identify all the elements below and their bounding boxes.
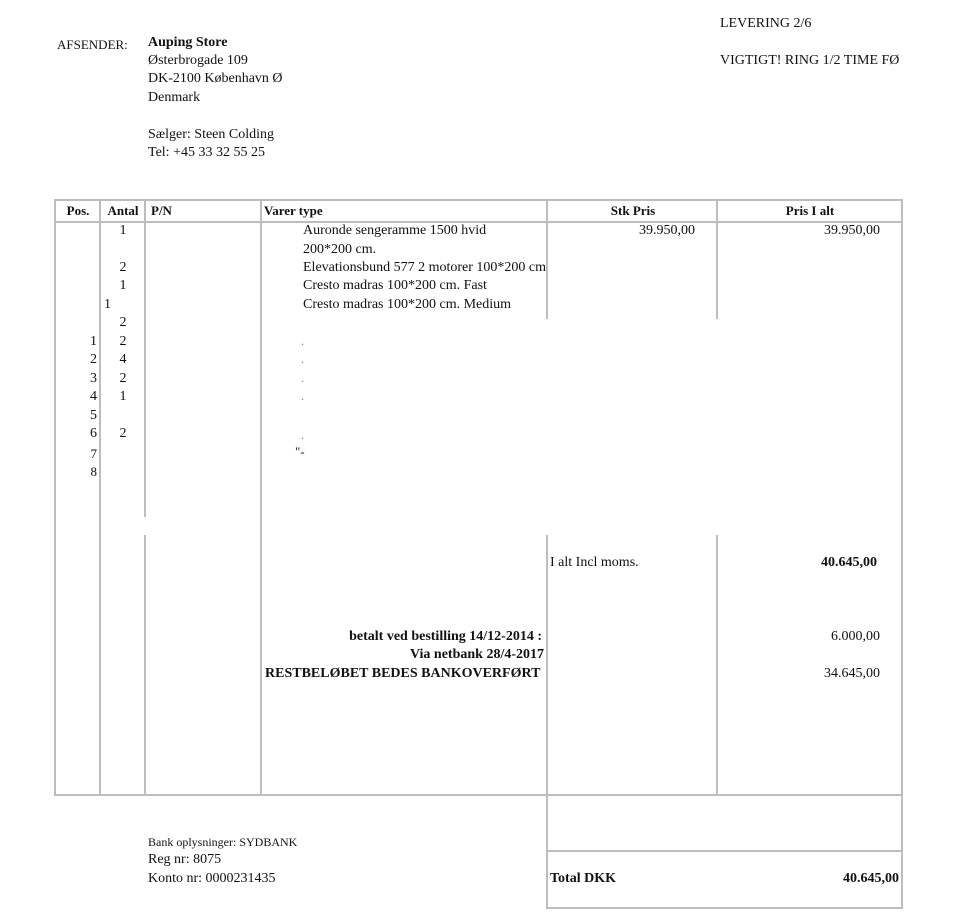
seller-phone: Tel: +45 33 32 55 25 bbox=[148, 145, 265, 160]
antal-value: 4 bbox=[119, 352, 127, 367]
col-divider-pn bbox=[260, 199, 262, 796]
header-pris-i-alt: Pris I alt bbox=[785, 203, 835, 218]
faint-mark: . bbox=[301, 371, 304, 385]
item-description: Auronde sengeramme 1500 hvid bbox=[303, 223, 487, 238]
total-value: 40.645,00 bbox=[843, 871, 899, 886]
faint-mark: . bbox=[301, 334, 304, 348]
rest-label: RESTBELØBET BEDES BANKOVERFØRT bbox=[265, 666, 541, 681]
item-antal: 1 bbox=[119, 278, 127, 293]
incl-moms-value: 40.645,00 bbox=[821, 555, 877, 570]
header-stk-pris: Stk Pris bbox=[610, 203, 656, 218]
antal-value: 2 bbox=[119, 371, 127, 386]
pos-number: 3 bbox=[90, 371, 97, 386]
pos-number: 4 bbox=[90, 389, 97, 404]
incl-moms-label: I alt Incl moms. bbox=[550, 555, 639, 570]
bank-info: Bank oplysninger: SYDBANK bbox=[148, 835, 298, 849]
table-right-border bbox=[901, 199, 903, 909]
item-description: Elevationsbund 577 2 motorer 100*200 cm bbox=[303, 260, 547, 275]
item-antal: 1 bbox=[119, 223, 127, 238]
antal-value: 2 bbox=[119, 426, 127, 441]
sender-city: DK-2100 København Ø bbox=[148, 71, 283, 86]
important-note: VIGTIGT! RING 1/2 TIME FØ bbox=[720, 53, 900, 68]
item-pris-i-alt: 39.950,00 bbox=[824, 223, 880, 238]
sender-name: Auping Store bbox=[148, 35, 228, 50]
faint-mark: . bbox=[301, 428, 304, 442]
faint-mark: "- bbox=[295, 444, 305, 459]
item-antal: 2 bbox=[119, 260, 127, 275]
total-bottom-border bbox=[547, 907, 903, 909]
pos-number: 1 bbox=[90, 334, 97, 349]
item-description: 200*200 cm. bbox=[303, 242, 377, 257]
col-divider-varer-lower bbox=[546, 535, 548, 909]
faint-mark: . bbox=[301, 352, 304, 366]
item-description: Cresto madras 100*200 cm. Medium bbox=[303, 297, 512, 312]
netbank-label: Via netbank 28/4-2017 bbox=[409, 647, 544, 662]
header-varer: Varer type bbox=[264, 203, 323, 218]
bank-account: Konto nr: 0000231435 bbox=[148, 871, 276, 886]
paid-label: betalt ved bestilling 14/12-2014 : bbox=[349, 629, 542, 644]
table-bottom-border bbox=[54, 794, 903, 796]
item-description: Cresto madras 100*200 cm. Fast bbox=[303, 278, 487, 293]
sender-label: AFSENDER: bbox=[57, 37, 128, 52]
delivery-label: LEVERING 2/6 bbox=[720, 16, 812, 31]
sender-street: Østerbrogade 109 bbox=[148, 53, 248, 68]
bank-reg: Reg nr: 8075 bbox=[148, 852, 222, 867]
col-divider-antal-lower bbox=[144, 535, 146, 796]
pos-number: 5 bbox=[90, 408, 97, 423]
rest-value: 34.645,00 bbox=[824, 666, 880, 681]
table-top-border bbox=[54, 199, 903, 201]
item-antal: 1 bbox=[104, 297, 111, 312]
table-left-border bbox=[54, 199, 56, 796]
header-antal: Antal bbox=[107, 203, 139, 218]
pos-number: 2 bbox=[90, 352, 97, 367]
pos-number: 6 bbox=[90, 426, 97, 441]
total-top-border bbox=[547, 850, 903, 852]
total-label: Total DKK bbox=[550, 871, 616, 886]
item-stk-pris: 39.950,00 bbox=[639, 223, 695, 238]
seller-name: Sælger: Steen Colding bbox=[148, 127, 274, 142]
antal-value: 2 bbox=[119, 334, 127, 349]
faint-mark: . bbox=[301, 389, 304, 403]
header-pos: Pos. bbox=[66, 203, 90, 218]
antal-value: 1 bbox=[119, 389, 127, 404]
pos-number: 7 bbox=[90, 446, 97, 461]
sender-country: Denmark bbox=[148, 90, 201, 105]
header-pn: P/N bbox=[151, 203, 172, 218]
antal-value: 2 bbox=[119, 315, 127, 330]
paid-value: 6.000,00 bbox=[831, 629, 880, 644]
pos-number: 8 bbox=[90, 464, 97, 479]
